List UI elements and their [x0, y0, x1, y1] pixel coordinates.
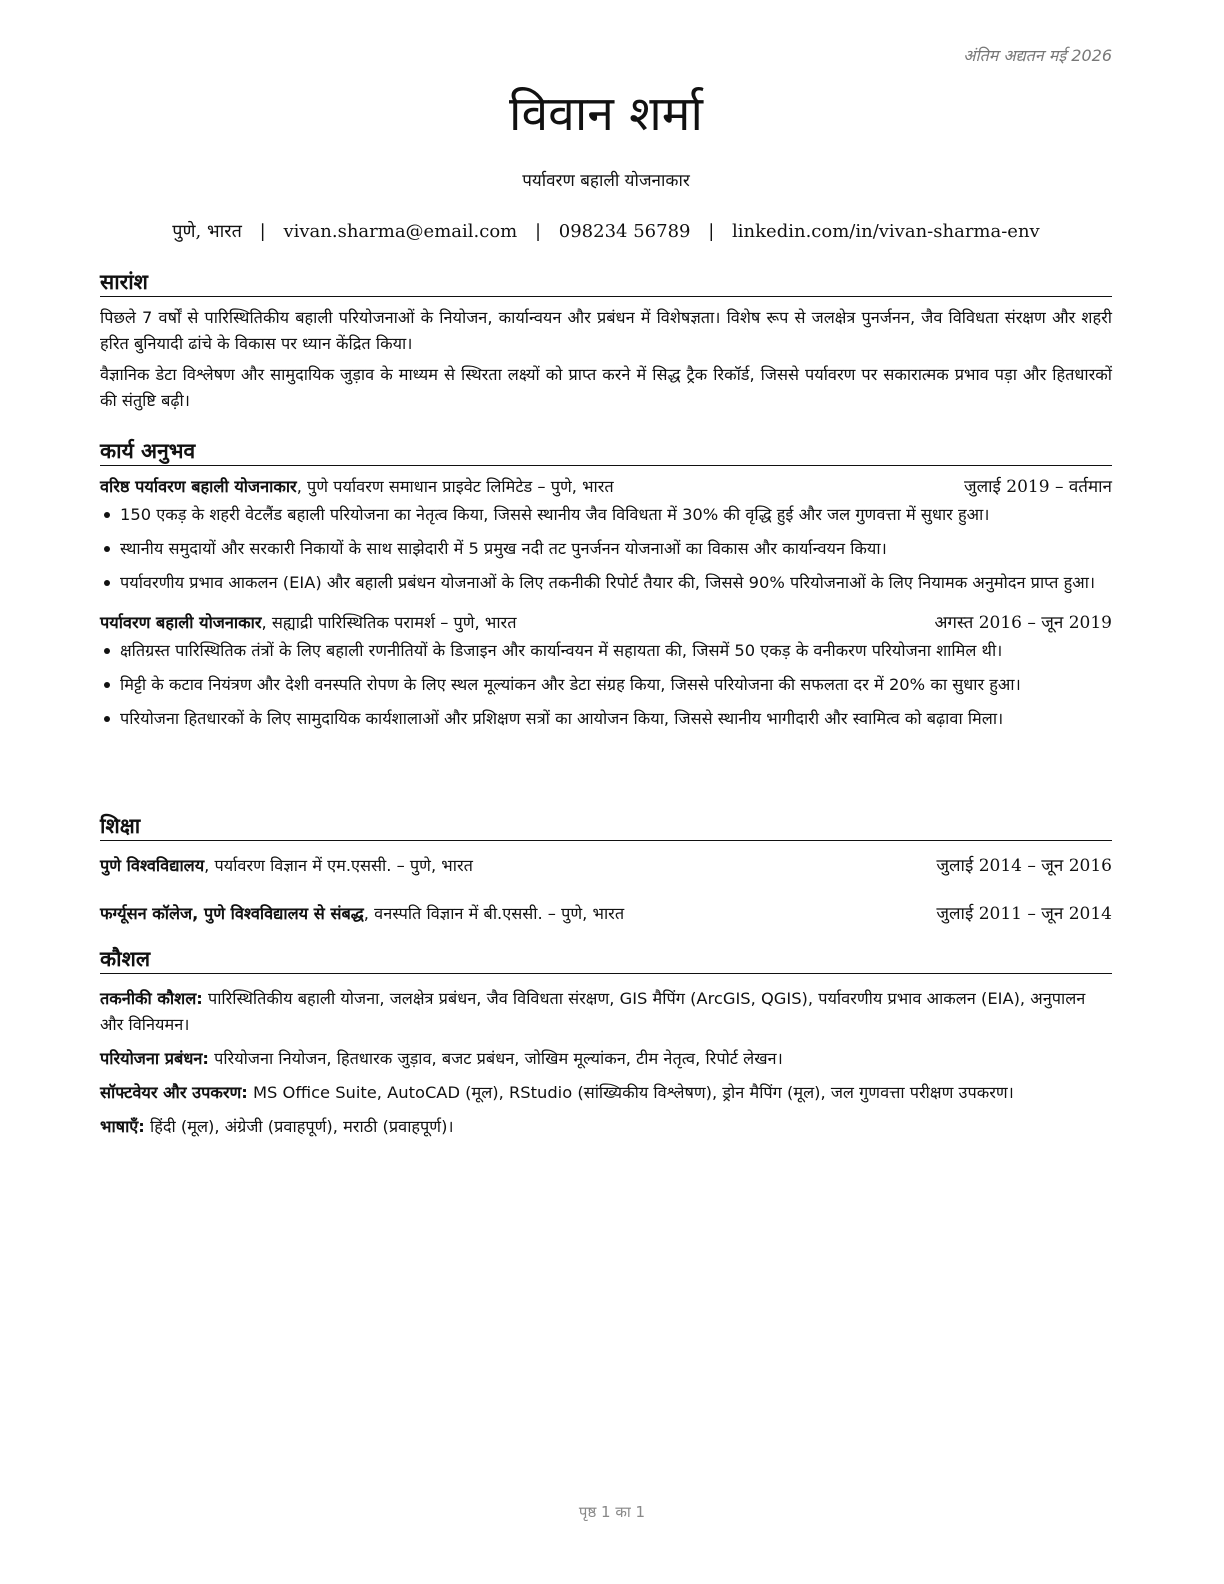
- contact-separator: |: [259, 221, 266, 242]
- job-header: [100, 610, 1112, 636]
- education-entry: [100, 901, 1112, 927]
- contact-separator: |: [534, 221, 542, 242]
- job-header: [100, 474, 1112, 500]
- education-heading: शिक्षा: [100, 812, 1112, 841]
- skill-text: हिंदी (मूल), अंग्रेजी (प्रवाहपूर्ण), मराठी (प्रवाहपूर्ण)।: [144, 1117, 454, 1136]
- job-bullet: परियोजना हितधारकों के लिए सामुदायिक कार्यशालाओं और प्रशिक्षण सत्रों का आयोजन किया, जिससे स्थानीय भागीदारी और स्वामित्व को बढ़ावा मिला।: [120, 706, 1112, 732]
- skill-line: [100, 1080, 1112, 1106]
- education-dates: जुलाई 2011 – जून 2014: [936, 904, 1112, 924]
- skill-label: तकनीकी कौशल:: [100, 989, 203, 1008]
- contact-location: पुणे, भारत: [172, 221, 242, 242]
- job-bullet: क्षतिग्रस्त पारिस्थितिक तंत्रों के लिए बहाली रणनीतियों के डिजाइन और कार्यान्वयन में सहायता की, जिसमें 50 एकड़ के वनीकरण परियोजना शामिल थी।: [120, 638, 1112, 664]
- candidate-role: पर्यावरण बहाली योजनाकार: [522, 171, 690, 191]
- candidate-name: विवान शर्मा: [509, 86, 703, 142]
- skill-label: परियोजना प्रबंधन:: [100, 1049, 209, 1068]
- job-entry: [100, 610, 1112, 732]
- job-bullets: [100, 638, 1112, 732]
- skills-section: [100, 945, 1112, 1148]
- job-bullet: स्थानीय समुदायों और सरकारी निकायों के साथ साझेदारी में 5 प्रमुख नदी तट पुनर्जनन योजनाओं का विकास और कार्यान्वयन किया।: [120, 536, 1112, 562]
- skill-line: [100, 986, 1112, 1038]
- job-bullet: पर्यावरणीय प्रभाव आकलन (EIA) और बहाली प्रबंधन योजनाओं के लिए तकनीकी रिपोर्ट तैयार की, जिससे 90% परियोजनाओं के लिए नियामक अनुमोदन प्राप्त हुआ।: [120, 570, 1112, 596]
- experience-heading: कार्य अनुभव: [100, 437, 1112, 466]
- education-detail: , पर्यावरण विज्ञान में एम.एससी. – पुणे, भारत: [204, 856, 473, 875]
- contact-phone[interactable]: 098234 56789: [558, 221, 691, 242]
- job-bullets: [100, 502, 1112, 596]
- education-dates: जुलाई 2014 – जून 2016: [936, 856, 1112, 876]
- contact-email[interactable]: vivan.sharma@email.com: [283, 221, 518, 242]
- skill-line: [100, 1046, 1112, 1072]
- skill-label: भाषाएँ:: [100, 1117, 145, 1136]
- page-number: पृष्ठ 1 का 1: [578, 1503, 646, 1521]
- experience-section: [100, 437, 1112, 740]
- education-entry: [100, 853, 1112, 879]
- job-entry: [100, 474, 1112, 596]
- skill-label: सॉफ्टवेयर और उपकरण:: [100, 1083, 248, 1102]
- job-dates: अगस्त 2016 – जून 2019: [934, 613, 1112, 633]
- skill-text: पारिस्थितिकीय बहाली योजना, जलक्षेत्र प्रबंधन, जैव विविधता संरक्षण, GIS मैपिंग (ArcGIS, QGIS), पर्यावरणीय प्रभाव आकलन (EIA), अनुपालन और विनियमन।: [100, 989, 1086, 1034]
- summary-section: [100, 268, 1112, 419]
- education-institution: फर्ग्यूसन कॉलेज, पुणे विश्वविद्यालय से संबद्ध: [100, 904, 364, 923]
- job-bullet: 150 एकड़ के शहरी वेटलैंड बहाली परियोजना का नेतृत्व किया, जिससे स्थानीय जैव विविधता में 30% की वृद्धि हुई और जल गुणवत्ता में सुधार हुआ।: [120, 502, 1112, 528]
- job-dates: जुलाई 2019 – वर्तमान: [963, 477, 1112, 497]
- education-detail: , वनस्पति विज्ञान में बी.एससी. – पुणे, भारत: [363, 904, 625, 923]
- summary-paragraph: पिछले 7 वर्षों से पारिस्थितिकीय बहाली परियोजनाओं के नियोजन, कार्यान्वयन और प्रबंधन में विशेषज्ञता। विशेष रूप से जलक्षेत्र पुनर्जनन, जैव विविधता संरक्षण और शहरी हरित बुनियादी ढांचे के विकास पर ध्यान केंद्रित किया।: [100, 308, 1112, 353]
- contact-separator: |: [708, 221, 715, 242]
- education-section: [100, 812, 1112, 927]
- job-bullet: मिट्टी के कटाव नियंत्रण और देशी वनस्पति रोपण के लिए स्थल मूल्यांकन और डेटा संग्रह किया, जिससे परियोजना की सफलता दर में 20% का सुधार हुआ।: [120, 672, 1112, 698]
- skill-line: [100, 1114, 1112, 1140]
- job-org: , सह्याद्री पारिस्थितिक परामर्श – पुणे, भारत: [261, 613, 517, 632]
- job-org: , पुणे पर्यावरण समाधान प्राइवेट लिमिटेड – पुणे, भारत: [296, 477, 614, 496]
- contact-line: [100, 219, 1112, 243]
- skill-text: MS Office Suite, AutoCAD (मूल), RStudio (सांख्यिकीय विश्लेषण), ड्रोन मैपिंग (मूल), जल गुणवत्ता परीक्षण उपकरण।: [247, 1083, 1014, 1102]
- contact-linkedin[interactable]: linkedin.com/in/vivan-sharma-env: [732, 221, 1040, 242]
- job-position: पर्यावरण बहाली योजनाकार: [100, 613, 262, 632]
- resume-page: [100, 0, 1112, 1584]
- summary-paragraph: वैज्ञानिक डेटा विश्लेषण और सामुदायिक जुड़ाव के माध्यम से स्थिरता लक्ष्यों को प्राप्त करने में सिद्ध ट्रैक रिकॉर्ड, जिससे पर्यावरण पर सकारात्मक प्रभाव पड़ा और हितधारकों की संतुष्टि बढ़ी।: [100, 365, 1112, 410]
- last-updated: अंतिम अद्यतन मई 2026: [963, 46, 1112, 65]
- education-institution: पुणे विश्वविद्यालय: [100, 856, 205, 875]
- skills-heading: कौशल: [100, 945, 1112, 974]
- skill-text: परियोजना नियोजन, हितधारक जुड़ाव, बजट प्रबंधन, जोखिम मूल्यांकन, टीम नेतृत्व, रिपोर्ट लेखन।: [208, 1049, 783, 1068]
- job-position: वरिष्ठ पर्यावरण बहाली योजनाकार: [100, 477, 297, 496]
- summary-heading: सारांश: [100, 268, 1112, 297]
